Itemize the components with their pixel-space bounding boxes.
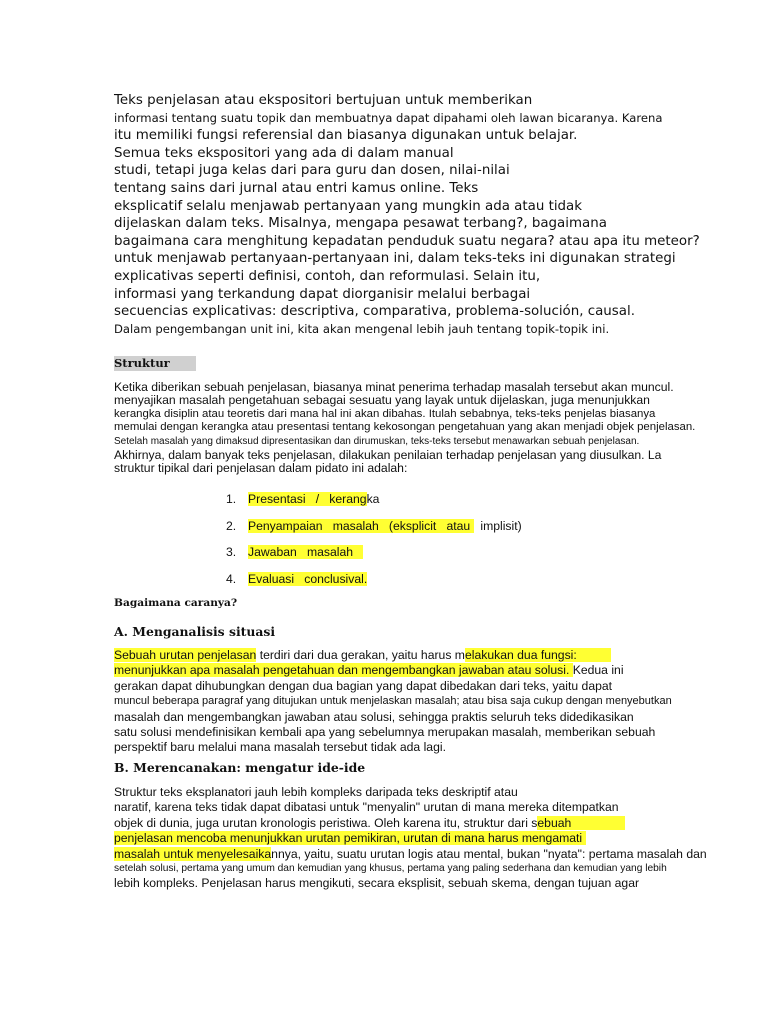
highlighted-text: ebuah: [537, 815, 626, 830]
text-run: Kedua ini: [572, 663, 624, 678]
list-item: [226, 491, 522, 518]
struktur-list: [226, 491, 522, 597]
intro-line: tentang sains dari jurnal atau entri kamus online. Teks: [114, 180, 479, 196]
list-number: 4.: [226, 571, 237, 586]
section-b-line: [114, 785, 754, 800]
struktur-line: Ketika diberikan sebuah penjelasan, biasanya minat penerima terhadap masalah tersebut akan muncul.: [114, 380, 674, 394]
intro-line: Semua teks ekspositori yang ada di dalam manual: [114, 145, 454, 161]
text-run: Struktur teks eksplanatori jauh lebih kompleks daripada teks deskriptif atau: [114, 785, 518, 799]
section-a-line: [114, 725, 754, 740]
text-run: muncul beberapa paragraf yang ditujukan untuk menjelaskan masalah; atau bisa saja cukup dengan menyebutkan: [114, 695, 672, 708]
highlighted-text: elakukan dua fungsi:: [464, 648, 611, 662]
highlighted-text: Evaluasi conclusival.: [248, 571, 368, 586]
intro-line: eksplicatif selalu menjawab pertanyaan yang mungkin ada atau tidak: [114, 198, 583, 214]
list-item: [226, 571, 522, 598]
text-run: perspektif baru melalui mana masalah tersebut tidak ada lagi.: [114, 740, 446, 755]
section-b-heading: B. Merencanakan: mengatur ide-ide: [114, 760, 366, 775]
section-a-line: [114, 710, 754, 725]
intro-line: Teks penjelasan atau ekspositori bertujuan untuk memberikan: [114, 93, 533, 108]
text-run: satu solusi mendefinisikan kembali apa yang sebelumnya merupakan masalah, memberikan sebuah: [114, 725, 656, 740]
highlighted-text: Penyampaian masalah (eksplicit atau: [248, 518, 474, 533]
struktur-line: memulai dengan kerangka atau presentasi tentang kekosongan pengetahuan yang akan menjadi objek penjelasan.: [114, 421, 696, 434]
intro-line: secuencias explicativas: descriptiva, comparativa, problema-solución, causal.: [114, 304, 635, 320]
section-a-heading: A. Menganalisis situasi: [114, 624, 276, 639]
text-run: objek di dunia, juga urutan kronologis peristiwa. Oleh karena itu, struktur dari s: [114, 815, 538, 830]
section-a-line: [114, 679, 754, 694]
list-number: 2.: [226, 518, 237, 533]
intro-line: informasi yang terkandung dapat diorganisir melalui berbagai: [114, 286, 531, 302]
struktur-line: kerangka disiplin atau teoretis dari mana hal ini akan dibahas. Itulah sebabnya, teks-teks penjelas biasanya: [114, 407, 656, 420]
section-a-line: [114, 694, 754, 709]
intro-line: informasi tentang suatu topik dan membuatnya dapat dipahami oleh lawan bicaranya. Karena: [114, 110, 663, 125]
intro-line: untuk menjawab pertanyaan-pertanyaan ini, dalam teks-teks ini digunakan strategi: [114, 251, 676, 267]
struktur-line: menyajikan masalah pengetahuan sebagai sesuatu yang layak untuk dijelaskan, juga menunjukkan: [114, 393, 650, 408]
text-run: terdiri dari dua gerakan, yaitu harus m: [256, 648, 465, 662]
section-b-line: [114, 831, 754, 846]
intro-line: studi, tetapi juga kelas dari para guru dan dosen, nilai-nilai: [114, 163, 510, 179]
highlighted-text: Jawaban masalah: [248, 545, 364, 559]
highlighted-text: penjelasan mencoba menunjukkan urutan pemikiran, urutan di mana harus mengamati: [114, 831, 586, 846]
struktur-line: Akhirnya, dalam banyak teks penjelasan, dilakukan penilaian terhadap penjelasan yang diusulkan. La: [114, 447, 662, 462]
list-item: [226, 518, 522, 545]
section-b-line: [114, 800, 754, 815]
intro-paragraph: [114, 92, 754, 338]
struktur-heading: Struktur: [114, 356, 196, 371]
list-number: 1.: [226, 492, 237, 506]
intro-line: itu memiliki fungsi referensial dan biasanya digunakan untuk belajar.: [114, 128, 578, 144]
struktur-paragraph: [114, 381, 754, 475]
highlighted-text: Presentasi / kerang: [248, 492, 367, 506]
list-text: ka: [366, 492, 380, 506]
intro-line: Dalam pengembangan unit ini, kita akan mengenal lebih jauh tentang topik-topik ini.: [114, 321, 610, 336]
text-run: lebih kompleks. Penjelasan harus mengikuti, secara eksplisit, sebuah skema, dengan tujuan agar: [114, 876, 640, 891]
intro-line: dijelaskan dalam teks. Misalnya, mengapa pesawat terbang?, bagaimana: [114, 216, 607, 232]
list-item: [226, 544, 522, 571]
section-b-paragraph: [114, 785, 754, 892]
text-run: nnya, yaitu, suatu urutan logis atau mental, bukan "nyata": pertama masalah dan: [271, 846, 707, 861]
list-text: implisit): [473, 518, 522, 533]
intro-line: explicativas seperti definisi, contoh, dan reformulasi. Selain itu,: [114, 268, 541, 284]
section-b-line: [114, 816, 754, 831]
highlighted-text: menunjukkan apa masalah pengetahuan dan mengembangkan jawaban atau solusi.: [114, 663, 573, 678]
text-run: naratif, karena teks tidak dapat dibatasi untuk "menyalin" urutan di mana mereka ditempatkan: [114, 800, 619, 815]
section-a-line: [114, 648, 754, 663]
section-b-line: [114, 862, 754, 876]
highlighted-text: Sebuah urutan penjelasan: [114, 648, 257, 662]
struktur-line: struktur tipikal dari penjelasan dalam pidato ini adalah:: [114, 461, 408, 476]
list-number: 3.: [226, 545, 237, 559]
section-a-paragraph: [114, 648, 754, 756]
section-a-line: [114, 663, 754, 678]
section-b-line: [114, 876, 754, 891]
section-a-line: [114, 740, 754, 755]
text-run: masalah dan mengembangkan jawaban atau solusi, sehingga praktis seluruh teks didedikasikan: [114, 709, 634, 724]
struktur-line: Setelah masalah yang dimaksud dipresentasikan dan dirumuskan, teks-teks tersebut menawarkan sebuah penjelasan.: [114, 435, 640, 447]
highlighted-text: masalah untuk menyelesaika: [114, 846, 272, 861]
text-run: gerakan dapat dihubungkan dengan dua bagian yang dapat dibedakan dari teks, yaitu dapat: [114, 678, 613, 693]
caranya-heading: Bagaimana caranya?: [114, 597, 238, 609]
intro-line: bagaimana cara menghitung kepadatan penduduk suatu negara? atau apa itu meteor?: [114, 233, 700, 249]
section-b-line: [114, 847, 754, 862]
text-run: setelah solusi, pertama yang umum dan kemudian yang khusus, pertama yang paling sederhana dan kemudian yang lebih: [114, 863, 667, 875]
